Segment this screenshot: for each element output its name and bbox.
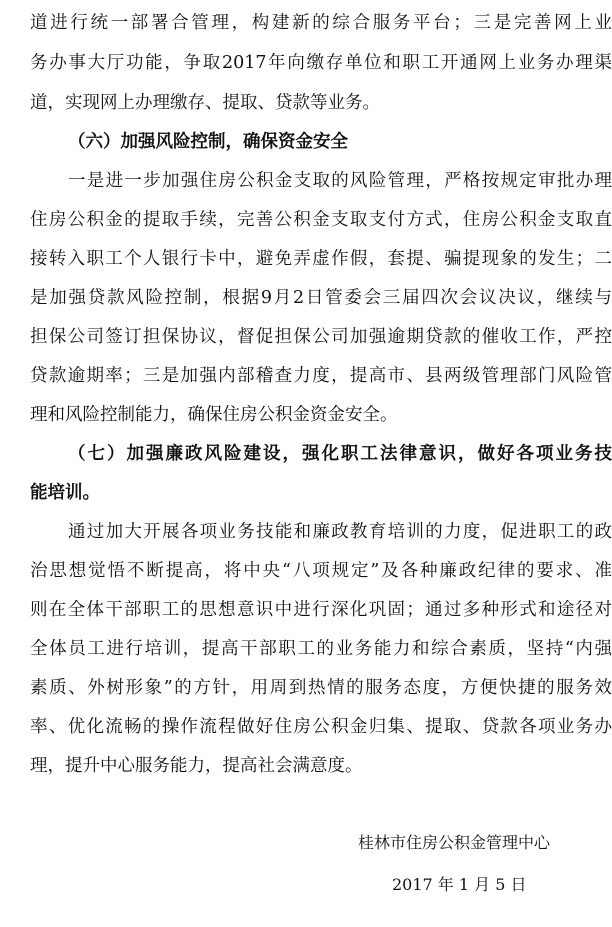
signature-date: 2017 年 1 月 5 日 xyxy=(392,875,527,894)
body-line: 治思想觉悟不断提高，将中央“八项规定”及各种廉政纪律的要求、准 xyxy=(30,561,612,581)
body-line: 道，实现网上办理缴存、提取、贷款等业务。 xyxy=(30,93,380,113)
body-line: 率、优化流畅的操作流程做好住房公积金归集、提取、贷款各项业务办 xyxy=(30,717,612,737)
body-line: 则在全体干部职工的思想意识中进行深化巩固；通过多种形式和途径对 xyxy=(30,600,612,620)
body-line: 一是进一步加强住房公积金支取的风险管理，严格按规定审批办理 xyxy=(68,171,612,191)
body-line: 理和风险控制能力，确保住房公积金资金安全。 xyxy=(30,405,398,425)
section-heading-6: （六）加强风险控制，确保资金安全 xyxy=(68,132,348,152)
body-line: 全体员工进行培训，提高干部职工的业务能力和综合素质，坚持“内强 xyxy=(30,639,612,659)
body-line: 接转入职工个人银行卡中，避免弄虚作假，套提、骗提现象的发生；二 xyxy=(30,249,612,269)
section-heading-7: （七）加强廉政风险建设，强化职工法律意识，做好各项业务技 xyxy=(68,444,612,464)
body-line: 担保公司签订担保协议，督促担保公司加强逾期贷款的催收工作，严控 xyxy=(30,327,612,347)
body-line: 理，提升中心服务能力，提高社会满意度。 xyxy=(30,756,363,776)
body-line: 道进行统一部署合管理，构建新的综合服务平台；三是完善网上业 xyxy=(30,13,612,33)
body-line: 住房公积金的提取手续，完善公积金支取支付方式，住房公积金支取直 xyxy=(30,210,612,230)
body-line: 务办事大厅功能，争取2017年向缴存单位和职工开通网上业务办理渠 xyxy=(30,53,612,73)
section-heading-7-continued: 能培训。 xyxy=(30,483,100,503)
body-line: 是加强贷款风险控制，根据9月2日管委会三届四次会议决议，继续与 xyxy=(30,288,612,308)
body-line: 素质、外树形象”的方针，用周到热情的服务态度，方便快捷的服务效 xyxy=(30,678,612,698)
body-line: 通过加大开展各项业务技能和廉政教育培训的力度，促进职工的政 xyxy=(68,522,612,542)
body-line: 贷款逾期率；三是加强内部稽查力度，提高市、县两级管理部门风险管 xyxy=(30,366,612,386)
signature-organization: 桂林市住房公积金管理中心 xyxy=(358,833,551,852)
